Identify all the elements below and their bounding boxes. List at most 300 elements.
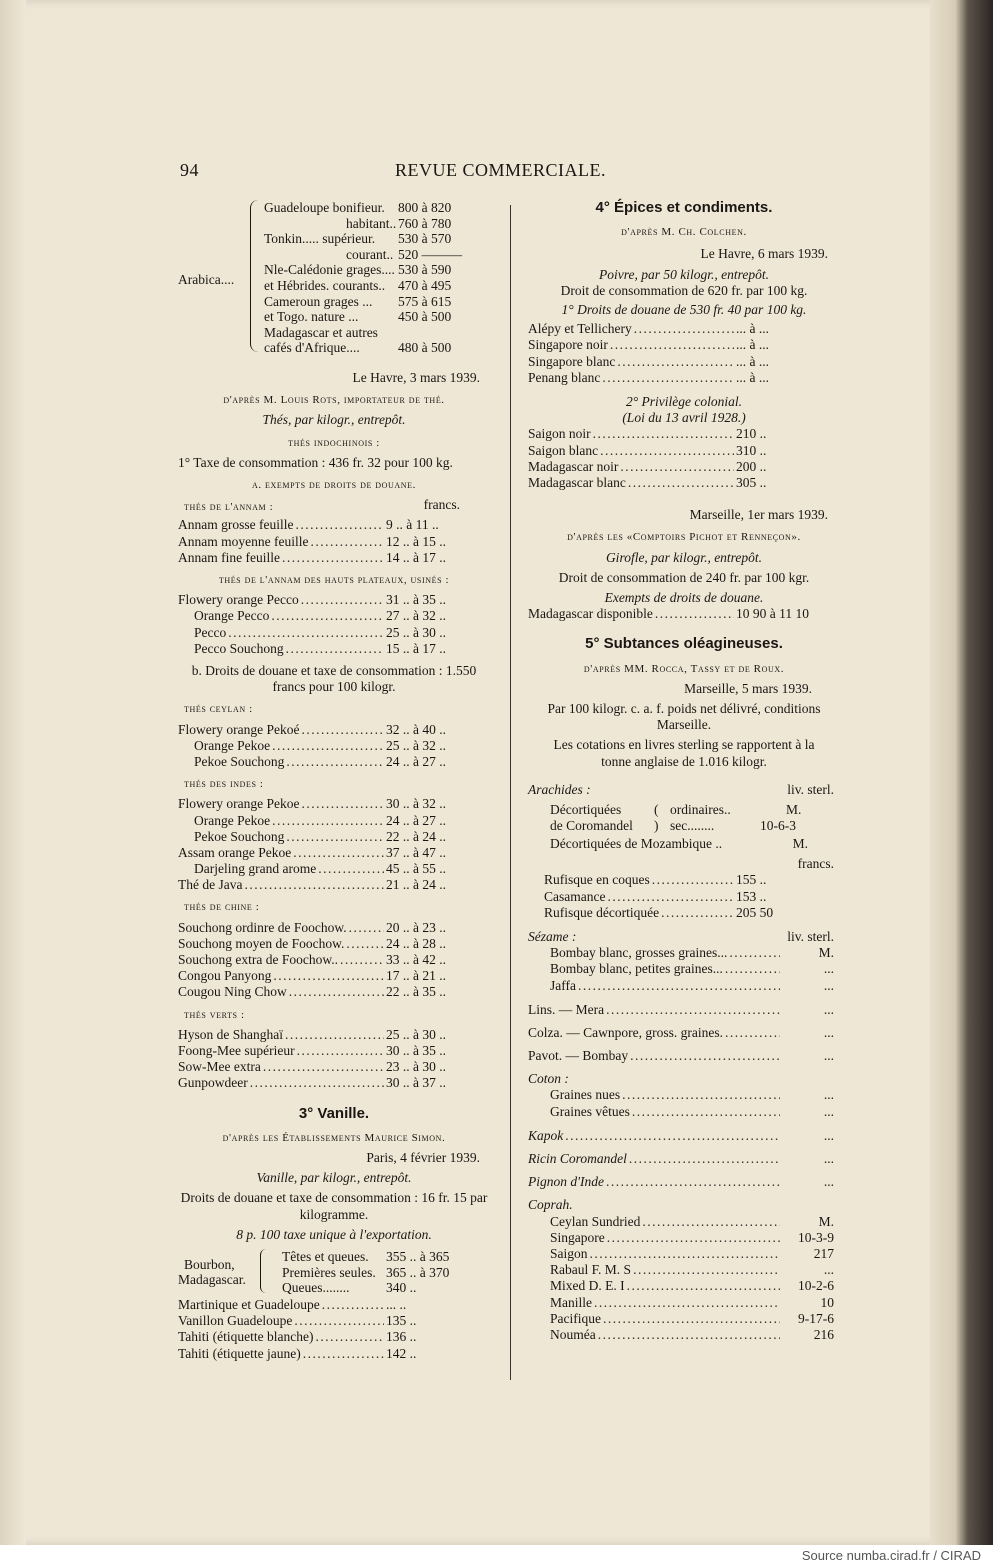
row-value: ... bbox=[823, 1151, 834, 1167]
row-name: Pecco bbox=[194, 624, 227, 640]
arabica-origin: Madagascar et autres bbox=[264, 324, 378, 340]
list-row bbox=[178, 592, 490, 608]
leader-dots bbox=[301, 722, 384, 738]
arabica-block bbox=[178, 198, 490, 360]
poivre-droit: Droit de consommation de 620 fr. par 100 kg. bbox=[560, 282, 808, 298]
bourbon-price: 365 .. à 370 bbox=[386, 1264, 450, 1280]
leader-dots bbox=[263, 1059, 384, 1075]
vanille-list bbox=[178, 1297, 490, 1362]
row-value: M. bbox=[818, 945, 834, 961]
liv-sterl-unit: liv. sterl. bbox=[787, 781, 834, 797]
row-name: Saigon noir bbox=[528, 426, 591, 442]
row-name: Lins. — Mera bbox=[528, 1001, 605, 1017]
list-row bbox=[528, 1246, 840, 1262]
leader-dots bbox=[593, 426, 734, 442]
row-name: Orange Pecco bbox=[194, 608, 270, 624]
bourbon-label: Bourbon, bbox=[184, 1256, 235, 1272]
list-row bbox=[178, 1329, 490, 1345]
row-name: Saigon bbox=[550, 1245, 588, 1261]
chine-heading: thés de chine : bbox=[184, 901, 260, 914]
leader-dots bbox=[607, 1230, 780, 1246]
row-name: Graines vêtues bbox=[550, 1103, 630, 1119]
vanille-place: Paris, 4 février 1939. bbox=[366, 1149, 480, 1165]
arachides-heading-row bbox=[528, 782, 840, 798]
leader-dots bbox=[301, 796, 384, 812]
list-row bbox=[528, 1174, 840, 1190]
row-value: ... à ... bbox=[736, 369, 769, 385]
indes-list bbox=[178, 796, 490, 893]
arabica-price: 470 à 495 bbox=[398, 278, 452, 293]
list-row bbox=[178, 1346, 490, 1362]
indes-heading: thés des indes : bbox=[184, 778, 264, 791]
leader-dots bbox=[346, 936, 384, 952]
row-name: Rufisque en coques bbox=[544, 872, 650, 888]
arabica-price: 575 à 615 bbox=[398, 293, 452, 309]
list-row bbox=[178, 754, 490, 770]
leader-dots bbox=[565, 1128, 780, 1144]
column-divider bbox=[510, 205, 511, 1380]
leader-dots bbox=[310, 534, 384, 550]
annam-heading-row bbox=[178, 497, 490, 517]
row-name: Madagascar noir bbox=[528, 458, 619, 474]
list-row bbox=[178, 829, 490, 845]
loi-line: (Loi du 13 avril 1928.) bbox=[622, 410, 746, 426]
row-value: 24 .. à 27 .. bbox=[386, 753, 446, 769]
row-value: 155 .. bbox=[736, 872, 767, 888]
girofle-exempt: Exempts de droits de douane. bbox=[604, 589, 764, 605]
arabica-price: 530 à 590 bbox=[398, 262, 452, 278]
list-row bbox=[178, 1297, 490, 1313]
row-value: ... bbox=[823, 1127, 834, 1143]
row-value: ... bbox=[823, 1024, 834, 1040]
leader-dots bbox=[295, 517, 384, 533]
list-row bbox=[528, 1230, 840, 1246]
madagascar-label: Madagascar. bbox=[178, 1271, 246, 1287]
row-name: Madagascar blanc bbox=[528, 474, 626, 490]
list-row bbox=[528, 905, 840, 921]
leader-dots bbox=[228, 625, 384, 641]
row-value: ... à ... bbox=[736, 337, 769, 353]
list-row bbox=[178, 936, 490, 952]
page-number: 94 bbox=[180, 160, 199, 180]
leader-dots bbox=[620, 459, 734, 475]
annam-list bbox=[178, 517, 490, 566]
row-name: Kapok bbox=[528, 1127, 564, 1143]
row-name: Flowery orange Pekoé bbox=[178, 721, 300, 737]
coprah-heading: Coprah. bbox=[528, 1197, 573, 1213]
leader-dots bbox=[289, 984, 384, 1000]
leader-dots bbox=[273, 968, 384, 984]
row-name: Pavot. — Bombay bbox=[528, 1048, 629, 1064]
row-name: Congou Panyong bbox=[178, 968, 272, 984]
leader-dots bbox=[294, 1313, 384, 1329]
arabica-origin: Nle-Calédonie grages.... bbox=[264, 262, 395, 278]
leader-dots bbox=[628, 475, 734, 491]
row-value: 153 .. bbox=[736, 888, 767, 904]
arabica-price: 450 à 500 bbox=[398, 309, 452, 325]
verts-heading: thés verts : bbox=[184, 1008, 245, 1021]
row-name: Pacifique bbox=[550, 1310, 601, 1326]
leader-dots bbox=[349, 920, 384, 936]
row-value: ... .. bbox=[386, 1296, 407, 1312]
list-row bbox=[528, 1311, 840, 1327]
coprah-list bbox=[528, 1214, 840, 1344]
row-name: Annam grosse feuille bbox=[178, 517, 294, 533]
left-column bbox=[178, 198, 490, 1362]
bourbon-price: 355 .. à 365 bbox=[386, 1248, 450, 1264]
row-value: 136 .. bbox=[386, 1329, 417, 1345]
leader-dots bbox=[598, 1327, 780, 1343]
annam-heading: thés de l'annam : bbox=[184, 501, 274, 514]
row-name: Mixed D. E. I bbox=[550, 1278, 625, 1294]
list-row bbox=[178, 920, 490, 936]
list-row bbox=[178, 796, 490, 812]
row-name: Thé de Java bbox=[178, 877, 243, 893]
poivre-douane: 1° Droits de douane de 530 fr. 40 par 100 kg. bbox=[561, 302, 807, 318]
list-row bbox=[178, 952, 490, 968]
bourbon-item: Premières seules. bbox=[282, 1264, 376, 1280]
list-row bbox=[528, 945, 840, 961]
row-name: Ceylan Sundried bbox=[550, 1213, 641, 1229]
leader-dots bbox=[603, 1311, 780, 1327]
francs-unit: francs. bbox=[797, 856, 834, 872]
row-name: Singapore blanc bbox=[528, 353, 616, 369]
row-name: Graines nues bbox=[550, 1087, 621, 1103]
row-name: Foong-Mee supérieur bbox=[178, 1042, 295, 1058]
list-row bbox=[178, 534, 490, 550]
brace bbox=[260, 1249, 267, 1293]
arabica-origin: Tonkin..... supérieur. bbox=[264, 231, 376, 247]
row-name: Flowery orange Pekoe bbox=[178, 796, 300, 812]
row-name: Orange Pekoe bbox=[194, 812, 271, 828]
row-value: 14 .. à 17 .. bbox=[386, 549, 446, 565]
taxe-line: 1° Taxe de consommation : 436 fr. 32 pour 100 kg. bbox=[178, 454, 453, 470]
row-value: 27 .. à 32 .. bbox=[386, 608, 446, 624]
row-name: Tahiti (étiquette jaune) bbox=[178, 1345, 301, 1361]
arabica-origin: Guadeloupe bonifieur. bbox=[264, 200, 385, 215]
row-name: Darjeling grand arome bbox=[194, 861, 317, 877]
leader-dots bbox=[301, 592, 384, 608]
leader-dots bbox=[285, 1027, 384, 1043]
row-name: Souchong extra de Foochow.. bbox=[178, 952, 338, 968]
chine-list bbox=[178, 920, 490, 1001]
leader-dots bbox=[652, 872, 734, 888]
row-value: ... bbox=[823, 1048, 834, 1064]
list-row bbox=[178, 861, 490, 877]
row-value: 24 .. à 28 .. bbox=[386, 935, 446, 951]
row-value: 216 bbox=[813, 1326, 834, 1342]
row-value: 200 .. bbox=[736, 458, 767, 474]
row-name: Flowery orange Pecco bbox=[178, 592, 299, 608]
poivre-list-1 bbox=[528, 321, 840, 386]
hauts-heading: thés de l'annam des hauts plateaux, usinés : bbox=[218, 573, 450, 586]
row-value: 30 .. à 32 .. bbox=[386, 796, 446, 812]
leader-dots bbox=[725, 961, 780, 977]
row-name: Vanillon Guadeloupe bbox=[178, 1313, 293, 1329]
row-value: M. bbox=[818, 1213, 834, 1229]
leader-dots bbox=[632, 1104, 780, 1120]
arabica-origin: et Hébrides. courants.. bbox=[264, 278, 386, 293]
row-name: Colza. — Cawnpore, gross. graines. bbox=[528, 1024, 723, 1040]
oleagineuses-title: 5° Subtances oléagineuses. bbox=[585, 635, 783, 653]
misc2-list bbox=[528, 1128, 840, 1191]
girofle-droit: Droit de consommation de 240 fr. par 100 kgr. bbox=[558, 569, 810, 585]
row-value: 45 .. à 55 .. bbox=[386, 861, 446, 877]
brace bbox=[250, 200, 259, 352]
list-row bbox=[178, 625, 490, 641]
list-row bbox=[528, 1104, 840, 1120]
list-row bbox=[528, 1214, 840, 1230]
verts-list bbox=[178, 1027, 490, 1092]
row-value: 210 .. bbox=[736, 426, 767, 442]
olea-par: Par 100 kilogr. c. a. f. poids net délivré, conditions Marseille. bbox=[547, 700, 821, 733]
leader-dots bbox=[661, 905, 734, 921]
the-source: d'après M. Louis Rots, importateur de thé. bbox=[223, 394, 445, 407]
row-value: 25 .. à 30 .. bbox=[386, 624, 446, 640]
leader-dots bbox=[630, 1048, 780, 1064]
leader-dots bbox=[607, 889, 734, 905]
arabica-price: 530 à 570 bbox=[398, 231, 452, 247]
girofle-place: Marseille, 1er mars 1939. bbox=[689, 507, 828, 523]
row-value: 9-17-6 bbox=[798, 1310, 834, 1326]
row-name: Singapore bbox=[550, 1229, 605, 1245]
arabica-price: 520 ——— bbox=[398, 246, 463, 262]
list-row bbox=[528, 1128, 840, 1144]
leader-dots bbox=[316, 1329, 385, 1345]
coton-list bbox=[528, 1087, 840, 1119]
privilege-heading: 2° Privilège colonial. bbox=[626, 393, 742, 409]
leader-dots bbox=[282, 550, 384, 566]
epices-title: 4° Épices et condiments. bbox=[595, 199, 773, 216]
row-value: 217 bbox=[813, 1245, 834, 1261]
list-row bbox=[178, 608, 490, 624]
leader-dots bbox=[271, 608, 384, 624]
bourbon-block bbox=[178, 1247, 490, 1297]
row-name: Assam orange Pekoe bbox=[178, 844, 292, 860]
row-value: 305 .. bbox=[736, 474, 767, 490]
list-row bbox=[528, 1278, 840, 1294]
row-value: ... bbox=[823, 1262, 834, 1278]
row-value: 31 .. à 35 .. bbox=[386, 592, 446, 608]
bourbon-price: 340 .. bbox=[386, 1280, 417, 1296]
list-row bbox=[178, 1313, 490, 1329]
list-row bbox=[178, 1059, 490, 1075]
leader-dots bbox=[318, 861, 384, 877]
row-name: Orange Pekoe bbox=[194, 737, 271, 753]
list-row bbox=[528, 443, 840, 459]
running-title: REVUE COMMERCIALE. bbox=[395, 160, 606, 180]
row-value: 25 .. à 30 .. bbox=[386, 1026, 446, 1042]
leader-dots bbox=[617, 354, 734, 370]
leader-dots bbox=[629, 1151, 780, 1167]
row-name: Pekoe Souchong bbox=[194, 753, 285, 769]
sezame-heading: Sézame : bbox=[528, 928, 577, 944]
the-place-date: Le Havre, 3 mars 1939. bbox=[352, 370, 480, 385]
coromandel-line-2: de Coromandel bbox=[550, 817, 633, 833]
vanille-title: 3° Vanille. bbox=[298, 1104, 370, 1122]
row-name: Rufisque décortiquée bbox=[544, 904, 660, 920]
row-value: ... à ... bbox=[736, 321, 769, 337]
row-name: Singapore noir bbox=[528, 337, 608, 353]
arabica-origin: et Togo. nature ... bbox=[264, 309, 359, 325]
row-name: Casamance bbox=[544, 888, 606, 904]
olea-source: d'après MM. Rocca, Tassy et de Roux. bbox=[583, 662, 785, 675]
row-name: Nouméa bbox=[550, 1326, 596, 1342]
list-row bbox=[178, 738, 490, 754]
coromandel-block bbox=[528, 798, 840, 848]
row-value: 22 .. à 24 .. bbox=[386, 828, 446, 844]
right-column bbox=[528, 198, 840, 1343]
list-row bbox=[528, 1262, 840, 1278]
vanille-droits: Droits de douane et taxe de consommation : 16 fr. 15 par kilogramme. bbox=[180, 1190, 488, 1222]
coromandel-val-b: 10-6-3 bbox=[760, 817, 796, 833]
droits-b: b. Droits de douane et taxe de consommation : 1.550 francs pour 100 kilogr. bbox=[191, 662, 477, 695]
row-value: 10-2-6 bbox=[798, 1278, 834, 1294]
row-value: 33 .. à 42 .. bbox=[386, 952, 446, 968]
leader-dots bbox=[244, 877, 384, 893]
list-row bbox=[178, 968, 490, 984]
leader-dots bbox=[633, 1262, 780, 1278]
list-row bbox=[528, 321, 840, 337]
list-row bbox=[528, 1151, 840, 1167]
arabica-origin: Cameroun grages ... bbox=[264, 293, 373, 309]
leader-dots bbox=[634, 321, 734, 337]
olea-place: Marseille, 5 mars 1939. bbox=[684, 680, 812, 696]
list-row bbox=[528, 1295, 840, 1311]
ceylan-heading: thés ceylan : bbox=[184, 703, 253, 716]
row-name: Bombay blanc, petites graines... bbox=[550, 961, 723, 977]
row-name: Saigon blanc bbox=[528, 442, 599, 458]
leader-dots bbox=[578, 978, 780, 994]
row-value: 15 .. à 17 .. bbox=[386, 640, 446, 656]
row-name: Penang blanc bbox=[528, 369, 601, 385]
row-name: Hyson de Shanghaï bbox=[178, 1026, 283, 1042]
list-row bbox=[528, 1025, 840, 1041]
sezame-list bbox=[528, 945, 840, 994]
leader-dots bbox=[606, 1002, 780, 1018]
list-row bbox=[528, 961, 840, 977]
row-value: 142 .. bbox=[386, 1345, 417, 1361]
arabica-price: 480 à 500 bbox=[398, 340, 452, 356]
vanille-export: 8 p. 100 taxe unique à l'exportation. bbox=[236, 1226, 432, 1242]
row-value: 30 .. à 37 .. bbox=[386, 1075, 446, 1091]
row-value: 30 .. à 35 .. bbox=[386, 1042, 446, 1058]
row-value: ... bbox=[823, 1087, 834, 1103]
poivre-list-2 bbox=[528, 426, 840, 491]
misc-list bbox=[528, 1002, 840, 1065]
coromandel-ordinaires: ordinaires.. bbox=[670, 801, 731, 817]
list-row bbox=[178, 1027, 490, 1043]
row-value: ... bbox=[823, 1001, 834, 1017]
row-name: Décortiquées de Mozambique .. bbox=[550, 835, 723, 851]
leader-dots bbox=[272, 813, 384, 829]
list-row bbox=[528, 1048, 840, 1064]
leader-dots bbox=[293, 845, 384, 861]
sezame-heading-row bbox=[528, 929, 840, 945]
list-row bbox=[178, 845, 490, 861]
coromandel-val-a: M. bbox=[786, 801, 802, 817]
list-row bbox=[178, 1075, 490, 1091]
list-row bbox=[178, 550, 490, 566]
row-value: 24 .. à 27 .. bbox=[386, 812, 446, 828]
epices-place: Le Havre, 6 mars 1939. bbox=[700, 246, 828, 262]
leader-dots bbox=[286, 641, 384, 657]
row-value: 10-3-9 bbox=[798, 1229, 834, 1245]
row-name: Alépy et Tellichery bbox=[528, 321, 632, 337]
poivre-subtitle: Poivre, par 50 kilogr., entrepôt. bbox=[599, 266, 769, 282]
row-value: 22 .. à 35 .. bbox=[386, 984, 446, 1000]
list-row bbox=[178, 1043, 490, 1059]
leader-dots bbox=[655, 606, 734, 622]
list-row bbox=[528, 978, 840, 994]
row-value: 21 .. à 24 .. bbox=[386, 877, 446, 893]
vanille-subtitle: Vanille, par kilogr., entrepôt. bbox=[256, 1170, 412, 1186]
ceylan-list bbox=[178, 722, 490, 771]
row-value: 17 .. à 21 .. bbox=[386, 968, 446, 984]
leader-dots bbox=[729, 945, 780, 961]
leader-dots bbox=[303, 1346, 384, 1362]
leader-dots bbox=[340, 952, 384, 968]
list-row bbox=[528, 426, 840, 442]
girofle-row bbox=[528, 606, 840, 622]
row-name: Sow-Mee extra bbox=[178, 1059, 261, 1075]
row-value: ... à ... bbox=[736, 353, 769, 369]
row-value: 10 bbox=[820, 1294, 834, 1310]
row-value: ... bbox=[823, 1103, 834, 1119]
hauts-list bbox=[178, 592, 490, 657]
arabica-label: Arabica.... bbox=[178, 272, 235, 287]
row-value: 32 .. à 40 .. bbox=[386, 721, 446, 737]
arabica-price: 800 à 820 bbox=[398, 200, 452, 215]
row-value: 9 .. à 11 .. bbox=[386, 517, 439, 533]
row-value: 205 50 bbox=[736, 904, 774, 920]
brace-bottom: ) bbox=[654, 817, 659, 833]
leader-dots bbox=[250, 1075, 384, 1091]
row-value: 37 .. à 47 .. bbox=[386, 844, 446, 860]
olea-cotations: Les cotations en livres sterling se rapportent à la tonne anglaise de 1.016 kilogr. bbox=[553, 737, 815, 769]
list-row bbox=[528, 1087, 840, 1103]
arabica-origin: courant.. bbox=[346, 246, 394, 262]
exempts-heading: a. exempts de droits de douane. bbox=[251, 479, 417, 492]
leader-dots bbox=[627, 1278, 780, 1294]
row-value: 25 .. à 32 .. bbox=[386, 737, 446, 753]
row-name: Souchong moyen de Foochow. bbox=[178, 935, 345, 951]
source-credit: Source numba.cirad.fr / CIRAD bbox=[801, 1548, 981, 1563]
row-name: Jaffa bbox=[550, 977, 576, 993]
row-value: 135 .. bbox=[386, 1313, 417, 1329]
liv-sterl-unit: liv. sterl. bbox=[787, 928, 834, 944]
leader-dots bbox=[642, 1214, 780, 1230]
list-row bbox=[178, 722, 490, 738]
row-value: 310 .. bbox=[736, 442, 767, 458]
francs-unit: francs. bbox=[423, 497, 460, 513]
leader-dots bbox=[286, 829, 384, 845]
page-left-edge bbox=[0, 0, 26, 1545]
list-row bbox=[528, 1002, 840, 1018]
leader-dots bbox=[594, 1295, 780, 1311]
row-name: Pecco Souchong bbox=[194, 640, 284, 656]
list-row bbox=[178, 517, 490, 533]
arabica-origin: cafés d'Afrique.... bbox=[264, 340, 360, 356]
leader-dots bbox=[272, 738, 384, 754]
girofle-subtitle: Girofle, par kilogr., entrepôt. bbox=[605, 549, 763, 565]
row-value: M. bbox=[792, 835, 808, 851]
leader-dots bbox=[606, 1174, 780, 1190]
row-value: 23 .. à 30 .. bbox=[386, 1059, 446, 1075]
row-value: ... bbox=[823, 977, 834, 993]
arabica-price: 760 à 780 bbox=[398, 215, 452, 231]
the-subtitle: Thés, par kilogr., entrepôt. bbox=[262, 412, 406, 428]
